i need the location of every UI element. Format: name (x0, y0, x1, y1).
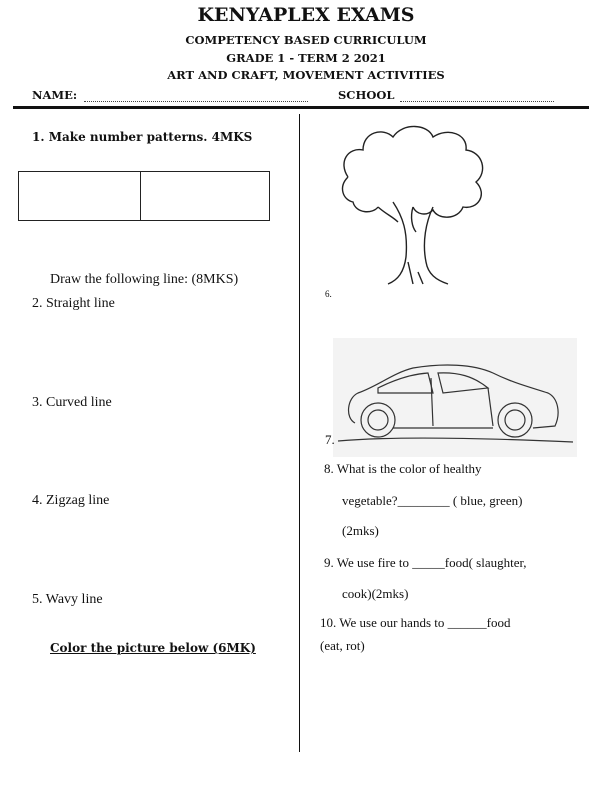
pattern-cell[interactable] (141, 172, 269, 220)
number-pattern-table (18, 171, 270, 221)
question-2: 2. Straight line (32, 296, 115, 311)
curriculum-subtitle: COMPETENCY BASED CURRICULUM (185, 33, 427, 47)
question-8-line-1: 8. What is the color of healthy (324, 461, 482, 476)
color-instruction: Color the picture below (6MK) (50, 641, 256, 655)
question-10-line-1: 10. We use our hands to ______food (320, 615, 511, 630)
name-label: NAME: (32, 88, 78, 102)
grade-subtitle: GRADE 1 - TERM 2 2021 (226, 51, 386, 65)
subject-subtitle: ART AND CRAFT, MOVEMENT ACTIVITIES (167, 68, 445, 82)
question-10-line-2: (eat, rot) (320, 638, 365, 653)
question-7: 7. (325, 432, 335, 447)
question-9-line-2: cook)(2mks) (342, 586, 409, 601)
name-field[interactable] (84, 91, 308, 102)
question-9-line-1: 9. We use fire to _____food( slaughter, (324, 555, 527, 570)
question-5: 5. Wavy line (32, 592, 103, 607)
school-field[interactable] (400, 91, 554, 102)
question-6: 6. (325, 289, 332, 299)
car-picture (333, 338, 577, 457)
tree-crown (344, 126, 483, 217)
question-4: 4. Zigzag line (32, 493, 110, 508)
tree-picture (338, 122, 498, 292)
school-label: SCHOOL (338, 88, 395, 102)
exam-title: KENYAPLEX EXAMS (197, 4, 415, 26)
question-1: 1. Make number patterns. 4MKS (32, 130, 253, 144)
question-8-line-2: vegetable?________ ( blue, green) (342, 493, 523, 508)
draw-instruction: Draw the following line: (8MKS) (50, 272, 239, 287)
question-3: 3. Curved line (32, 395, 112, 410)
header-rule (13, 106, 589, 109)
question-8-line-3: (2mks) (342, 523, 379, 538)
pattern-cell[interactable] (19, 172, 141, 220)
column-divider (299, 114, 300, 752)
